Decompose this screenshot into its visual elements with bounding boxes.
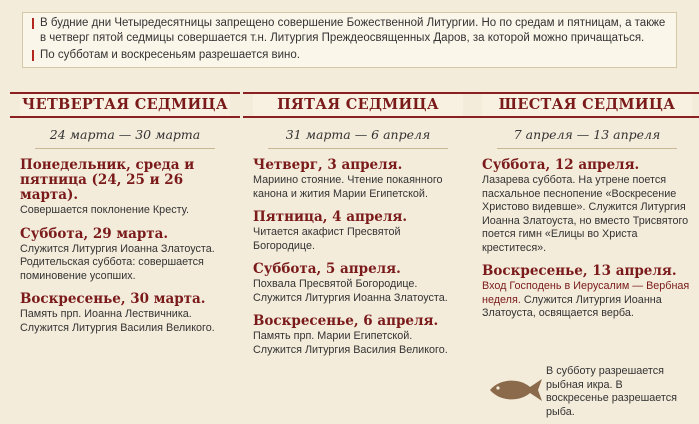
day-text: Память прп. Иоанна Лествичника. Служится Литургия Василия Великого.	[20, 308, 215, 334]
week-5-title: ПЯТАЯ СЕДМИЦА	[253, 92, 463, 118]
week-4-column	[20, 92, 230, 335]
week-5-column	[253, 92, 463, 357]
day-title: Суббота, 5 апреля.	[253, 261, 401, 277]
week-6-dates: 7 апреля — 13 апреля	[497, 127, 677, 149]
day-title: Суббота, 29 марта.	[20, 225, 169, 242]
week-4-day-2	[20, 227, 230, 284]
day-text: Похвала Пресвятой Богородице. Служится Литургия Иоанна Златоуста.	[253, 278, 448, 304]
day-title: Воскресенье, 30 марта.	[20, 291, 206, 307]
day-text: Служится Литургия Иоанна Златоуста. Родительская суббота: совершается поминовение усопших.	[20, 242, 215, 282]
day-text: Читается акафист Пресвятой Богородице.	[253, 226, 401, 252]
note-wine: По субботам и воскресеньям разрешается вино.	[31, 48, 668, 63]
fasting-notes	[22, 12, 677, 68]
week-5-day-1	[253, 158, 463, 201]
day-text-rest: Служится Литургия Иоанна Златоуста, освящается верба.	[482, 293, 662, 319]
day-title: Четверг, 3 апреля.	[253, 157, 403, 173]
day-title: Суббота, 12 апреля.	[482, 157, 640, 173]
week-5-day-3	[253, 262, 463, 305]
week-5-dates: 31 марта — 6 апреля	[268, 127, 448, 149]
week-4-day-3	[20, 292, 230, 335]
note-liturgy: В будние дни Четыредесятницы запрещено совершение Божественной Литургии. Но по средам и пятницам, а также в четверг пятой седмицы совершается т.н. Литургия Преждеосвященных Даров, за которой можно причащаться.	[31, 16, 668, 46]
week-4-title: ЧЕТВЕРТАЯ СЕДМИЦА	[20, 92, 230, 118]
week-4-day-1	[20, 158, 230, 218]
week-6-title: ШЕСТАЯ СЕДМИЦА	[482, 92, 692, 118]
week-6-column	[482, 92, 692, 321]
day-title: Воскресенье, 13 апреля.	[482, 263, 677, 279]
day-text: Совершается поклонение Кресту.	[20, 204, 189, 216]
palm-sunday-highlight: Вход Господень в Иерусалим — Вербная неделя.	[482, 280, 690, 306]
week-6-day-1	[482, 158, 692, 255]
day-title: Понедельник, среда и пятница (24, 25 и 26 марта).	[20, 157, 195, 203]
week-5-day-2	[253, 210, 463, 253]
day-text	[482, 280, 692, 321]
fish-note-text: В субботу разрешается рыбная икра. В воскресенье разрешается рыба.	[546, 365, 677, 418]
day-text: Мариино стояние. Чтение покаянного канона и жития Марии Египетской.	[253, 174, 443, 200]
day-title: Воскресенье, 6 апреля.	[253, 313, 439, 329]
fish-icon	[486, 375, 544, 405]
day-text: Лазарева суббота. На утрене поется пасхальное песнопение «Воскресение Христово видевше». Служится Литургия Иоанна Златоуста, но вместо Трисвятого поется гимн «Елицы во Христа креститеся».	[482, 174, 689, 254]
fish-note-box	[486, 365, 686, 417]
day-text: Память прп. Марии Египетской. Служится Литургия Василия Великого.	[253, 330, 448, 356]
day-title: Пятница, 4 апреля.	[253, 209, 408, 225]
week-5-day-4	[253, 314, 463, 357]
week-4-dates: 24 марта — 30 марта	[35, 127, 215, 149]
week-6-day-2	[482, 264, 692, 321]
